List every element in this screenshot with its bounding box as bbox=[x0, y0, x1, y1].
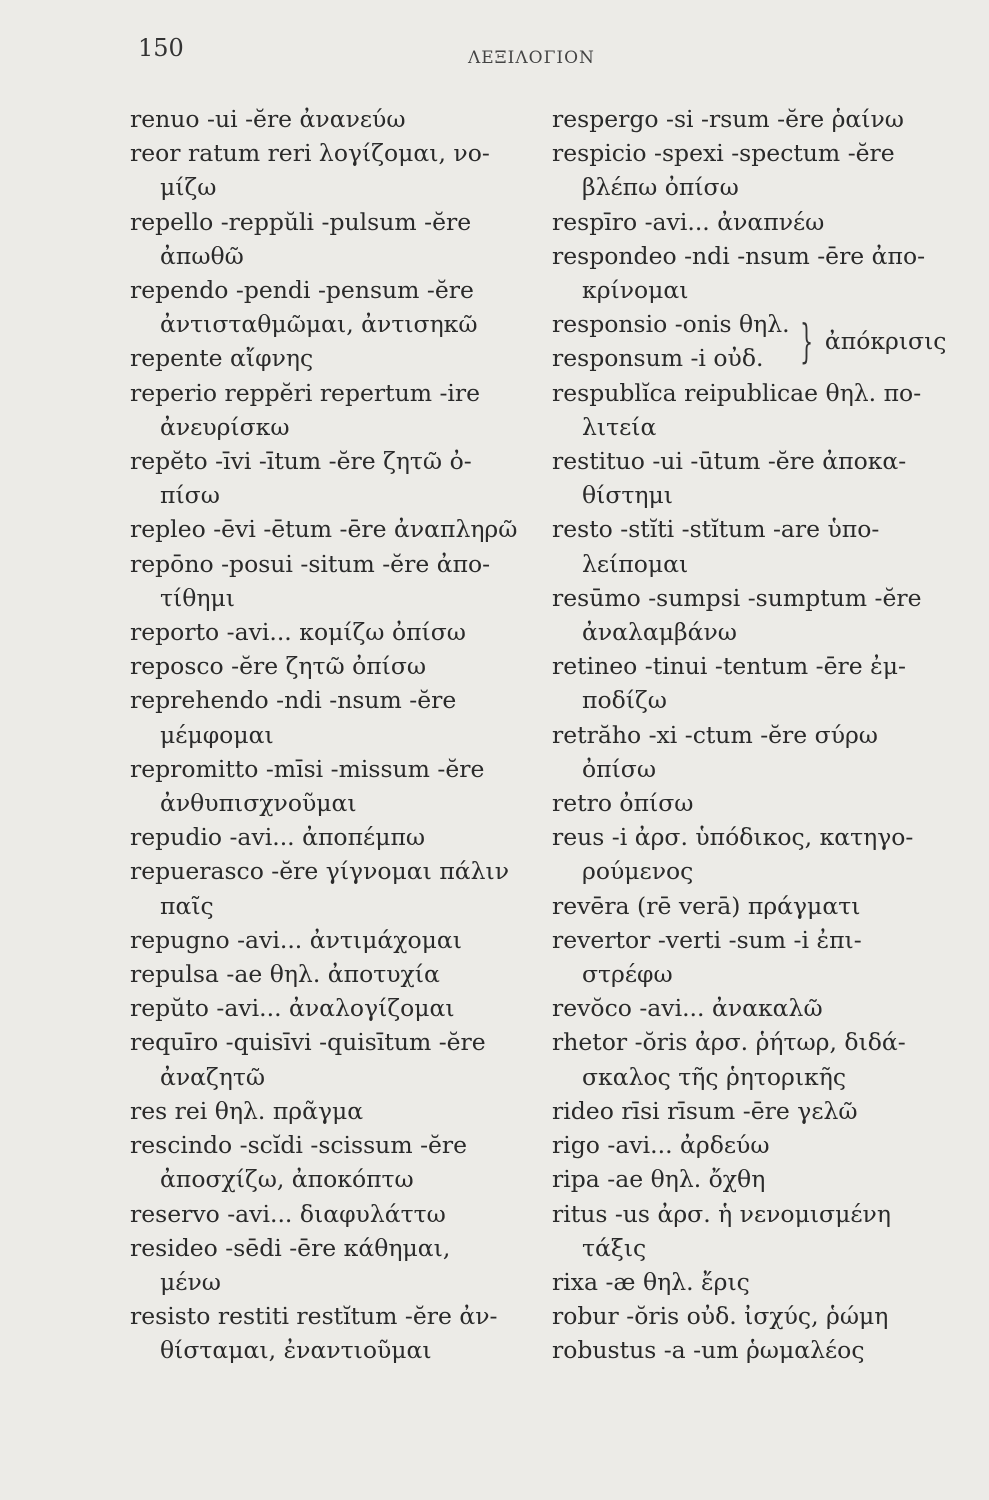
entry-headword-line: rixa -æ θηλ. ἔρις bbox=[552, 1267, 750, 1296]
dictionary-entry bbox=[130, 820, 535, 854]
entry-continuation-line: ἀπωθῶ bbox=[160, 241, 244, 270]
entry-headword-line: robustus -a -um ῥωμαλέος bbox=[552, 1336, 865, 1365]
entry-continuation-line: λείπομαι bbox=[582, 549, 689, 578]
entry-headword-line: reor ratum reri λογίζομαι, νο- bbox=[130, 139, 490, 168]
entry-headword-line: rependo -pendi -pensum -ĕre bbox=[130, 276, 474, 305]
dictionary-entry bbox=[130, 923, 535, 957]
dictionary-entry bbox=[130, 376, 535, 444]
entry-headword-line: repudio -avi... ἀποπέμπω bbox=[130, 823, 426, 852]
right-column bbox=[552, 102, 962, 1368]
entry-continuation-line: θίστημι bbox=[582, 481, 673, 510]
entry-headword-line: retineo -tinui -tentum -ēre ἐμ- bbox=[552, 652, 906, 681]
dictionary-entry bbox=[552, 1025, 962, 1093]
dictionary-entry bbox=[130, 649, 535, 683]
entry-continuation-line: τάξις bbox=[582, 1233, 647, 1262]
dictionary-entry bbox=[130, 512, 535, 546]
entry-headword-line: repŭto -avi... ἀναλογίζομαι bbox=[130, 994, 455, 1023]
entry-headword-line: revēra (rē verā) πράγματι bbox=[552, 891, 861, 920]
running-title: ΛΕΞΙΛΟΓΙΟΝ bbox=[468, 48, 595, 68]
entry-headword-line: revŏco -avi... ἀνακαλῶ bbox=[552, 994, 823, 1023]
dictionary-entry bbox=[130, 1231, 535, 1299]
brace-entry-line: responsum -i οὐδ. bbox=[552, 344, 764, 373]
dictionary-entry bbox=[130, 273, 535, 341]
entry-headword-line: revertor -verti -sum -i ἐπι- bbox=[552, 925, 862, 954]
dictionary-entry bbox=[130, 1128, 535, 1196]
entry-headword-line: rhetor -ŏris ἀρσ. ῥήτωρ, διδά- bbox=[552, 1028, 906, 1057]
entry-continuation-line: μέμφομαι bbox=[160, 720, 274, 749]
entry-headword-line: res rei θηλ. πρᾶγμα bbox=[130, 1096, 364, 1125]
dictionary-entry bbox=[130, 615, 535, 649]
page-number: 150 bbox=[138, 34, 184, 62]
entry-continuation-line: μένω bbox=[160, 1267, 221, 1296]
brace-entry-translation: ἀπόκρισις bbox=[824, 327, 947, 356]
entry-continuation-line: κρίνομαι bbox=[582, 276, 689, 305]
entry-headword-line: respicio -spexi -spectum -ĕre bbox=[552, 139, 895, 168]
left-column bbox=[130, 102, 535, 1368]
dictionary-entry bbox=[130, 444, 535, 512]
dictionary-entry bbox=[130, 547, 535, 615]
entry-headword-line: renuo -ui -ĕre ἀνανεύω bbox=[130, 105, 406, 133]
entry-headword-line: repleo -ēvi -ētum -ēre ἀναπληρῶ bbox=[130, 515, 518, 544]
entry-headword-line: rescindo -scĭdi -scissum -ĕre bbox=[130, 1131, 468, 1160]
entry-headword-line: resideo -sēdi -ēre κάθημαι, bbox=[130, 1233, 451, 1262]
dictionary-entry bbox=[130, 1197, 535, 1231]
entry-headword-line: repromitto -mīsi -missum -ĕre bbox=[130, 754, 485, 783]
entry-headword-line: requīro -quisīvi -quisītum -ĕre bbox=[130, 1028, 486, 1057]
entry-headword-line: respublĭca reipublicae θηλ. πο- bbox=[552, 378, 922, 407]
dictionary-entry bbox=[552, 1265, 962, 1299]
entry-headword-line: robur -ŏris οὐδ. ἰσχύς, ῥώμη bbox=[552, 1302, 889, 1331]
entry-continuation-line: ὀπίσω bbox=[582, 754, 657, 783]
entry-headword-line: respergo -si -rsum -ĕre ῥαίνω bbox=[552, 105, 904, 133]
dictionary-entry bbox=[130, 854, 535, 922]
dictionary-entry bbox=[130, 957, 535, 991]
dictionary-entry bbox=[552, 649, 962, 717]
dictionary-entry bbox=[552, 923, 962, 991]
entry-continuation-line: παῖς bbox=[160, 891, 214, 920]
entry-headword-line: restituo -ui -ūtum -ĕre ἀποκα- bbox=[552, 447, 907, 476]
entry-continuation-line: μίζω bbox=[160, 173, 217, 202]
entry-continuation-line: ρούμενος bbox=[582, 857, 694, 886]
entry-headword-line: repugno -avi... ἀντιμάχομαι bbox=[130, 925, 462, 954]
dictionary-entry bbox=[130, 136, 535, 204]
dictionary-entry bbox=[552, 786, 962, 820]
dictionary-entry bbox=[130, 1299, 535, 1367]
entry-continuation-line: τίθημι bbox=[160, 583, 235, 612]
dictionary-entry bbox=[130, 205, 535, 273]
dictionary-entry bbox=[130, 752, 535, 820]
entry-headword-line: reposco -ĕre ζητῶ ὀπίσω bbox=[130, 652, 427, 681]
dictionary-entry bbox=[552, 102, 962, 136]
dictionary-entry bbox=[552, 1128, 962, 1162]
entry-continuation-line: σκαλος τῆς ῥητορικῆς bbox=[582, 1062, 846, 1091]
dictionary-entry bbox=[552, 991, 962, 1025]
entry-headword-line: reprehendo -ndi -nsum -ĕre bbox=[130, 686, 457, 715]
dictionary-entry bbox=[552, 1094, 962, 1128]
dictionary-entry bbox=[552, 1162, 962, 1196]
dictionary-entry bbox=[552, 136, 962, 204]
entry-headword-line: repuerasco -ĕre γίγνομαι πάλιν bbox=[130, 857, 510, 886]
entry-continuation-line: ποδίζω bbox=[582, 686, 667, 715]
dictionary-entry bbox=[130, 102, 535, 136]
dictionary-entry bbox=[552, 1333, 962, 1367]
entry-headword-line: retrăho -xi -ctum -ĕre σύρω bbox=[552, 720, 878, 749]
entry-continuation-line: στρέφω bbox=[582, 960, 673, 989]
entry-headword-line: resisto restiti restĭtum -ĕre ἀν- bbox=[130, 1302, 498, 1331]
entry-headword-line: ripa -ae θηλ. ὄχθη bbox=[552, 1165, 766, 1194]
dictionary-entry bbox=[130, 991, 535, 1025]
entry-continuation-line: ἀναζητῶ bbox=[160, 1062, 266, 1091]
dictionary-entry bbox=[130, 683, 535, 751]
entry-headword-line: repulsa -ae θηλ. ἀποτυχία bbox=[130, 960, 440, 989]
dictionary-entry bbox=[552, 718, 962, 786]
dictionary-entry bbox=[552, 1299, 962, 1333]
entry-headword-line: rideo rīsi rīsum -ēre γελῶ bbox=[552, 1096, 858, 1125]
entry-continuation-line: ἀποσχίζω, ἀποκόπτω bbox=[160, 1165, 414, 1194]
dictionary-entry bbox=[552, 376, 962, 444]
entry-headword-line: repello -reppŭli -pulsum -ĕre bbox=[130, 207, 472, 236]
dictionary-entry bbox=[130, 1025, 535, 1093]
dictionary-entry bbox=[552, 444, 962, 512]
entry-headword-line: reservo -avi... διαφυλάττω bbox=[130, 1199, 446, 1228]
entry-headword-line: reperio reppĕri repertum -ire bbox=[130, 378, 481, 407]
brace-entry bbox=[552, 307, 962, 375]
entry-continuation-line: ἀντισταθμῶμαι, ἀντισηκῶ bbox=[160, 310, 478, 339]
entry-continuation-line: λιτεία bbox=[582, 412, 657, 441]
entry-headword-line: repente αἴφνης bbox=[130, 344, 314, 373]
dictionary-entry bbox=[552, 889, 962, 923]
dictionary-entry bbox=[552, 239, 962, 307]
entry-continuation-line: ἀναλαμβάνω bbox=[582, 618, 737, 647]
dictionary-entry bbox=[130, 1094, 535, 1128]
entry-headword-line: reus -i ἀρσ. ὑπόδικος, κατηγο- bbox=[552, 823, 914, 852]
entry-continuation-line: ἀνευρίσκω bbox=[160, 412, 290, 441]
entry-headword-line: ritus -us ἀρσ. ἡ νενομισμένη bbox=[552, 1199, 891, 1228]
dictionary-entry bbox=[130, 341, 535, 375]
entry-headword-line: respīro -avi... ἀναπνέω bbox=[552, 207, 825, 236]
dictionary-entry bbox=[552, 512, 962, 580]
entry-headword-line: reporto -avi... κομίζω ὀπίσω bbox=[130, 618, 466, 647]
entry-headword-line: rigo -avi... ἀρδεύω bbox=[552, 1131, 770, 1160]
dictionary-entry bbox=[552, 581, 962, 649]
dictionary-entry bbox=[552, 820, 962, 888]
entry-headword-line: repōno -posui -situm -ĕre ἀπο- bbox=[130, 549, 491, 578]
brace-entry-line: responsio -onis θηλ. bbox=[552, 310, 790, 339]
entry-headword-line: resūmo -sumpsi -sumptum -ĕre bbox=[552, 583, 922, 612]
entry-headword-line: repĕto -īvi -ītum -ĕre ζητῶ ὀ- bbox=[130, 447, 472, 476]
entry-continuation-line: πίσω bbox=[160, 481, 220, 510]
entry-continuation-line: ἀνθυπισχνοῦμαι bbox=[160, 789, 357, 818]
dictionary-entry bbox=[552, 1197, 962, 1265]
entry-headword-line: respondeo -ndi -nsum -ēre ἀπο- bbox=[552, 241, 926, 270]
entry-continuation-line: θίσταμαι, ἐναντιοῦμαι bbox=[160, 1336, 432, 1365]
brace-symbol: } bbox=[799, 314, 813, 369]
entry-continuation-line: βλέπω ὀπίσω bbox=[582, 173, 739, 202]
entry-headword-line: retro ὀπίσω bbox=[552, 789, 694, 818]
dictionary-entry bbox=[552, 205, 962, 239]
entry-headword-line: resto -stĭti -stĭtum -are ὑπο- bbox=[552, 515, 880, 544]
